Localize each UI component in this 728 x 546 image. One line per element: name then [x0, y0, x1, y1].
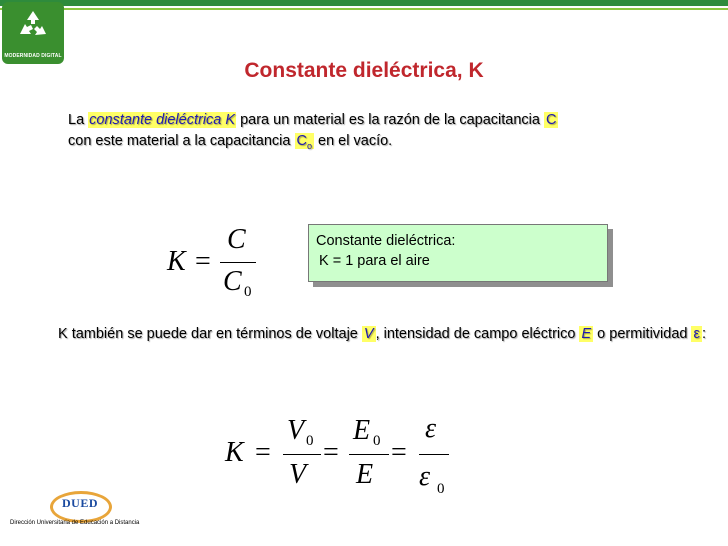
- para-text: , intensidad de campo eléctrico: [375, 326, 580, 342]
- eq-sub-zero: 0: [373, 433, 381, 449]
- fraction-bar: [220, 262, 256, 263]
- logo: [2, 2, 64, 64]
- eq-epsilon: ε: [425, 413, 437, 444]
- dued-logo-text: DUED: [62, 496, 99, 510]
- eq-numerator: C: [227, 224, 246, 255]
- dued-caption: Dirección Universitaria de Educación a Distancia: [10, 520, 140, 526]
- para-text: :: [701, 326, 706, 342]
- intro-paragraph: [68, 110, 708, 157]
- equation-k-ratios: [225, 415, 465, 505]
- eq-subscript: 0: [244, 284, 252, 300]
- footer-logo: [10, 491, 150, 531]
- top-bar-line: [0, 8, 728, 10]
- logo-text: MODERNIDAD DIGITAL: [4, 53, 62, 59]
- eq-k: K: [225, 437, 244, 468]
- eq-denominator: C: [223, 266, 242, 297]
- para-text: K también se puede dar en términos de voltaje: [58, 326, 362, 342]
- eq-e0: E: [353, 415, 371, 446]
- intro-text: La: [68, 112, 89, 128]
- eq-equals: =: [323, 437, 339, 468]
- intro-text: para un material es la razón de la capacitancia: [236, 112, 544, 128]
- para-text: o permitividad: [593, 326, 692, 342]
- symbol-subscript: o: [306, 140, 312, 151]
- eq-v0: V: [287, 415, 305, 446]
- field-symbol: E: [581, 326, 592, 342]
- eq-equals: =: [195, 246, 211, 277]
- recycle-icon: [16, 8, 50, 42]
- note-line-1: Constante dieléctrica:: [316, 233, 456, 249]
- eq-epsilon0: ε: [419, 461, 431, 492]
- note-box: [308, 224, 608, 282]
- eq-sub-zero: 0: [437, 481, 445, 497]
- vacuum-capacitance-symbol: [295, 133, 315, 149]
- voltage-symbol: V: [363, 326, 374, 342]
- eq-equals: =: [391, 437, 407, 468]
- eq-equals: =: [255, 437, 271, 468]
- symbol-letter: C: [296, 133, 307, 149]
- intro-text: en el vacío.: [314, 133, 393, 149]
- term-highlight: constante dieléctrica K: [89, 112, 236, 128]
- fraction-bar: [349, 454, 389, 455]
- eq-sub-zero: 0: [306, 433, 314, 449]
- fraction-bar: [419, 454, 449, 455]
- voltage-paragraph: [58, 323, 708, 345]
- intro-text: con este material a la capacitancia: [68, 133, 295, 149]
- equation-k-capacitance: [165, 224, 275, 304]
- eq-k: K: [167, 246, 186, 277]
- note-line-2: K = 1 para el aire: [319, 253, 430, 269]
- fraction-bar: [283, 454, 321, 455]
- permittivity-symbol: ε: [693, 326, 700, 342]
- page-title: Constante dieléctrica, K: [244, 59, 484, 82]
- eq-e: E: [356, 459, 374, 490]
- eq-v: V: [289, 459, 307, 490]
- top-bar: [0, 0, 728, 6]
- capacitance-symbol: C: [545, 112, 557, 128]
